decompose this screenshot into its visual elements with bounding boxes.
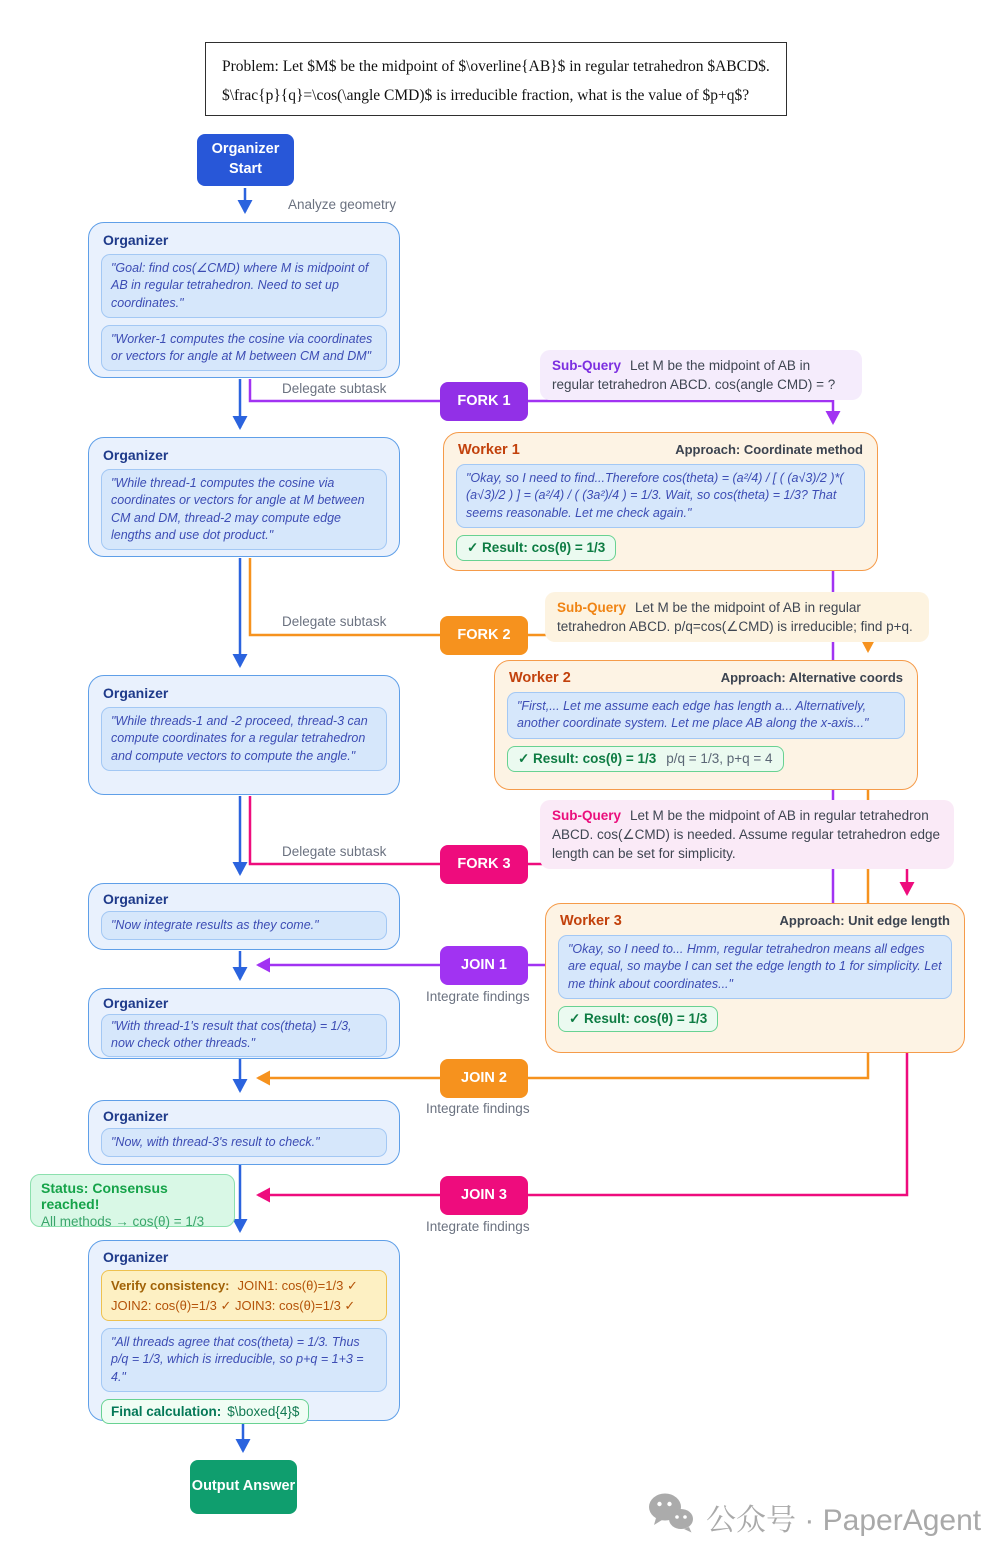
edge-label-integrate-3: Integrate findings — [426, 1219, 530, 1234]
problem-line-1: Problem: Let $M$ be the midpoint of $\overline{AB}$ in regular tetrahedron $ABCD$. — [222, 58, 770, 75]
problem-line-2: $\frac{p}{q}=\cos(\angle CMD)$ is irreducible fraction, what is the value of $p+q$? — [222, 87, 750, 105]
fork-1-node: FORK 1 — [440, 382, 528, 421]
organizer-7-title: Organizer — [103, 1249, 169, 1265]
fork-2-node: FORK 2 — [440, 616, 528, 655]
organizer-6-thought: "Now, with thread-3's result to check." — [101, 1128, 387, 1157]
organizer-2-thought: "While thread-1 computes the cosine via coordinates or vectors for angle at M between CM and DM, thread-2 may compute edge lengths and use dot product." — [101, 469, 387, 550]
wechat-icon — [648, 1492, 694, 1542]
organizer-1-thought-1: "Goal: find cos(∠CMD) where M is midpoint of AB in regular tetrahedron. Need to set up coordinates." — [101, 254, 387, 318]
wechat-watermark — [648, 1492, 981, 1542]
worker-3-approach: Approach: Unit edge length — [779, 913, 950, 928]
worker-2-result-extra: p/q = 1/3, p+q = 4 — [666, 750, 773, 766]
final-calculation-chip — [101, 1399, 309, 1424]
edge-label-integrate-2: Integrate findings — [426, 1101, 530, 1116]
organizer-3-title: Organizer — [103, 685, 169, 701]
verify-consistency-label: Verify consistency: — [111, 1278, 230, 1293]
worker-2-result-main: ✓ Result: cos(θ) = 1/3 — [518, 750, 657, 766]
join-1-node: JOIN 1 — [440, 946, 528, 985]
subquery-2-label: Sub-Query — [557, 600, 627, 615]
organizer-box-3 — [88, 675, 400, 795]
organizer-4-thought: "Now integrate results as they come." — [101, 911, 387, 940]
worker-2-result — [507, 746, 784, 772]
edge-label-integrate-1: Integrate findings — [426, 989, 530, 1004]
subquery-1 — [540, 350, 862, 400]
subquery-3-label: Sub-Query — [552, 808, 622, 823]
worker-3-box — [545, 903, 965, 1053]
organizer-box-4 — [88, 883, 400, 950]
organizer-box-2 — [88, 437, 400, 557]
join-2-node: JOIN 2 — [440, 1059, 528, 1098]
organizer-6-title: Organizer — [103, 1108, 169, 1124]
worker-3-result: ✓ Result: cos(θ) = 1/3 — [558, 1006, 718, 1032]
organizer-box-6 — [88, 1100, 400, 1165]
organizer-1-thought-2: "Worker-1 computes the cosine via coordinates or vectors for angle at M between CM and DM" — [101, 325, 387, 372]
subquery-3 — [540, 800, 954, 869]
fork-3-node: FORK 3 — [440, 845, 528, 884]
worker-1-result: ✓ Result: cos(θ) = 1/3 — [456, 535, 616, 561]
worker-2-title: Worker 2 — [509, 670, 571, 686]
organizer-3-thought: "While threads-1 and -2 proceed, thread-3 can compute coordinates for a regular tetrahedron and compute vectors to compute the angle." — [101, 707, 387, 771]
worker-1-title: Worker 1 — [458, 442, 520, 458]
organizer-box-5 — [88, 988, 400, 1059]
worker-2-approach: Approach: Alternative coords — [720, 670, 903, 685]
final-calculation-value: $\boxed{4}$ — [227, 1403, 300, 1419]
output-answer-node: Output Answer — [190, 1460, 297, 1514]
worker-1-approach: Approach: Coordinate method — [675, 442, 863, 457]
worker-2-box — [494, 660, 918, 790]
worker-1-thought: "Okay, so I need to find...Therefore cos(theta) = (a²/4) / [ ( (a√3)/2 )*( (a√3)/2 ) ] = (a²/4) / ( (3a²)/4 ) = 1/3. Wait, so cos(theta) = 1/3? That seems reasonable. Let me check again." — [456, 464, 865, 528]
organizer-7-thought: "All threads agree that cos(theta) = 1/3. Thus p/q = 1/3, which is irreducible, so p+q = 1+3 = 4." — [101, 1328, 387, 1392]
problem-statement — [205, 42, 787, 116]
final-calculation-label: Final calculation: — [111, 1403, 222, 1419]
join-3-node: JOIN 3 — [440, 1176, 528, 1215]
subquery-2-text: Let M be the midpoint of AB in regular tetrahedron ABCD. p/q=cos(∠CMD) is irreducible; find p+q. — [557, 600, 913, 635]
organizer-5-title: Organizer — [103, 995, 169, 1011]
subquery-2 — [545, 592, 929, 642]
status-detail: All methods → cos(θ) = 1/3 — [41, 1214, 205, 1229]
worker-3-thought: "Okay, so I need to... Hmm, regular tetrahedron means all edges are equal, so maybe I can set the edge length to 1 for simplicity. Let me think about coordinates..." — [558, 935, 952, 999]
worker-2-thought: "First,... Let me assume each edge has length a... Alternatively, another coordinate system. Let me place AB along the x-axis..." — [507, 692, 905, 739]
organizer-4-title: Organizer — [103, 891, 169, 907]
organizer-5-thought: "With thread-1's result that cos(theta) = 1/3, now check other threads." — [101, 1014, 387, 1057]
organizer-box-1 — [88, 222, 400, 378]
edge-label-delegate-2: Delegate subtask — [282, 614, 387, 629]
subquery-1-text: Let M be the midpoint of AB in regular tetrahedron ABCD. cos(angle CMD) = ? — [552, 358, 836, 393]
watermark-text: 公众号 · PaperAgent — [706, 1504, 982, 1537]
status-box — [30, 1174, 235, 1227]
verify-consistency-text: JOIN1: cos(θ)=1/3 ✓ JOIN2: cos(θ)=1/3 ✓ JOIN3: cos(θ)=1/3 ✓ — [111, 1278, 358, 1313]
organizer-start-node: Organizer Start — [197, 134, 294, 186]
status-title: Status: Consensus reached! — [41, 1180, 168, 1212]
edge-label-analyze-geometry: Analyze geometry — [288, 197, 397, 212]
subquery-1-label: Sub-Query — [552, 358, 622, 373]
verify-consistency-chip — [101, 1270, 387, 1321]
organizer-2-title: Organizer — [103, 447, 169, 463]
organizer-box-7 — [88, 1240, 400, 1421]
subquery-3-text: Let M be the midpoint of AB in regular tetrahedron ABCD. cos(∠CMD) is needed. Assume regular tetrahedron edge length can be set for simplicity. — [552, 808, 941, 862]
edge-label-delegate-3: Delegate subtask — [282, 844, 387, 859]
worker-1-box — [443, 432, 878, 571]
edge-label-delegate-1: Delegate subtask — [282, 381, 387, 396]
organizer-1-title: Organizer — [103, 232, 169, 248]
worker-3-title: Worker 3 — [560, 913, 622, 929]
